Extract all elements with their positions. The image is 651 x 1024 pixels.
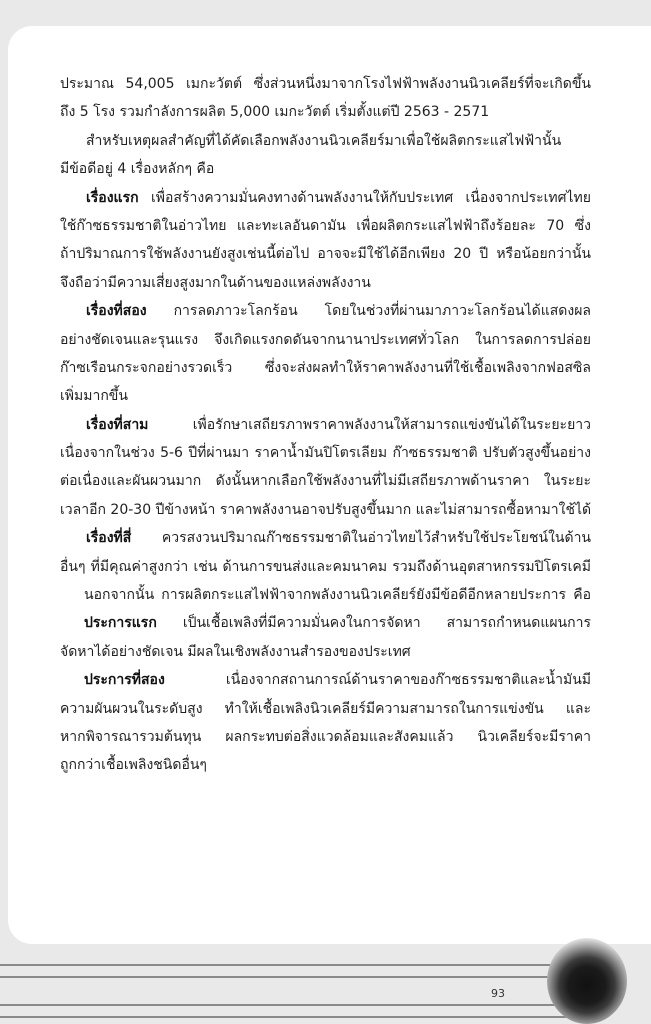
heading-fourth: เรื่องที่สี่: [86, 530, 132, 547]
heading-first: เรื่องแรก: [86, 189, 139, 206]
text-line: เนื่องจากในช่วง 5-6 ปีที่ผ่านมา ราคาน้ำมันปิโตรเลียม ก๊าซธรรมชาติ ปรับตัวสูงขึ้นอย่าง: [60, 445, 591, 462]
text-line: ถ้าปริมาณการใช้พลังงานยังสูงเช่นนี้ต่อไป อาจจะมีใช้ได้อีกเพียง 20 ปี หรือน้อยกว่านั้น: [60, 246, 591, 263]
text-line: เรื่องที่สอง การลดภาวะโลกร้อน โดยในช่วงที่ผ่านมาภาวะโลกร้อนได้แสดงผล: [86, 303, 591, 320]
text-line: เรื่องที่สี่ ควรสงวนปริมาณก๊าซธรรมชาติในอ่าวไทยไว้สำหรับใช้ประโยชน์ในด้าน: [86, 530, 591, 547]
text-line: อื่นๆ ที่มีคุณค่าสูงกว่า เช่น ด้านการขนส่งและคมนาคม รวมถึงด้านอุตสาหกรรมปิโตรเคมี: [60, 558, 591, 575]
decorative-orb: [547, 938, 627, 1024]
text-line: จัดหาได้อย่างชัดเจน มีผลในเชิงพลังงานสำรองของประเทศ: [60, 643, 411, 660]
text-line: ต่อเนื่องและผันผวนมาก ดังนั้นหากเลือกใช้พลังงานที่ไม่มีเสถียรภาพด้านราคา ในระยะ: [60, 473, 591, 490]
heading-advantage-second: ประการที่สอง: [84, 672, 165, 689]
heading-advantage-first: ประการแรก: [84, 615, 157, 632]
text-line: หากพิจารณารวมต้นทุน ผลกระทบต่อสิ่งแวดล้อมและสังคมแล้ว นิวเคลียร์จะมีราคา: [60, 728, 591, 745]
text-line: เรื่องที่สาม เพื่อรักษาเสถียรภาพราคาพลังงานให้สามารถแข่งขันได้ในระยะยาว: [86, 416, 591, 433]
text-line: เวลาอีก 20-30 ปีข้างหน้า ราคาพลังงานอาจปรับสูงขึ้นมาก และไม่สามารถซื้อหามาใช้ได้: [60, 501, 592, 518]
text-line: มีข้อดีอยู่ 4 เรื่องหลักๆ คือ: [60, 161, 215, 178]
text-line: ก๊าซเรือนกระจกอย่างรวดเร็ว ซึ่งจะส่งผลทำให้ราคาพลังงานที่ใช้เชื้อเพลิงจากฟอสซิล: [60, 359, 591, 376]
body-text: [60, 70, 591, 780]
heading-second: เรื่องที่สอง: [86, 303, 147, 320]
text-line: เพิ่มมากขึ้น: [60, 388, 128, 405]
text-line: เรื่องแรก เพื่อสร้างความมั่นคงทางด้านพลังงานให้กับประเทศ เนื่องจากประเทศไทย: [86, 189, 591, 206]
text-line: นอกจากนั้น การผลิตกระแสไฟฟ้าจากพลังงานนิวเคลียร์ยังมีข้อดีอีกหลายประการ คือ: [84, 587, 591, 604]
text-line: ประการแรก เป็นเชื้อเพลิงที่มีความมั่นคงในการจัดหา สามารถกำหนดแผนการ: [84, 615, 591, 632]
text-line: ประการที่สอง เนื่องจากสถานการณ์ด้านราคาของก๊าซธรรมชาติและน้ำมันมี: [84, 672, 591, 689]
text-line: สำหรับเหตุผลสำคัญที่ได้คัดเลือกพลังงานนิวเคลียร์มาเพื่อใช้ผลิตกระแสไฟฟ้านั้น: [86, 132, 562, 149]
heading-third: เรื่องที่สาม: [86, 416, 149, 433]
text-line: จึงถือว่ามีความเสี่ยงสูงมากในด้านของแหล่งพลังงาน: [60, 274, 371, 291]
text-line: ถูกกว่าเชื้อเพลิงชนิดอื่นๆ: [60, 757, 207, 774]
text-line: ถึง 5 โรง รวมกำลังการผลิต 5,000 เมกะวัตต์ เริ่มตั้งแต่ปี 2563 - 2571: [60, 104, 490, 121]
text-line: ใช้ก๊าซธรรมชาติในอ่าวไทย และทะเลอันดามัน เพื่อผลิตกระแสไฟฟ้าถึงร้อยละ 70 ซึ่ง: [60, 217, 591, 234]
text-line: ความผันผวนในระดับสูง ทำให้เชื้อเพลิงนิวเคลียร์มีความสามารถในการแข่งขัน และ: [60, 700, 591, 717]
text-line: ประมาณ 54,005 เมกะวัตต์ ซึ่งส่วนหนึ่งมาจากโรงไฟฟ้าพลังงานนิวเคลียร์ที่จะเกิดขึ้น: [60, 76, 591, 92]
page-number: 93: [491, 987, 505, 1000]
text-line: อย่างชัดเจนและรุนแรง จึงเกิดแรงกดดันจากนานาประเทศทั่วโลก ในการลดการปล่อย: [60, 331, 591, 348]
